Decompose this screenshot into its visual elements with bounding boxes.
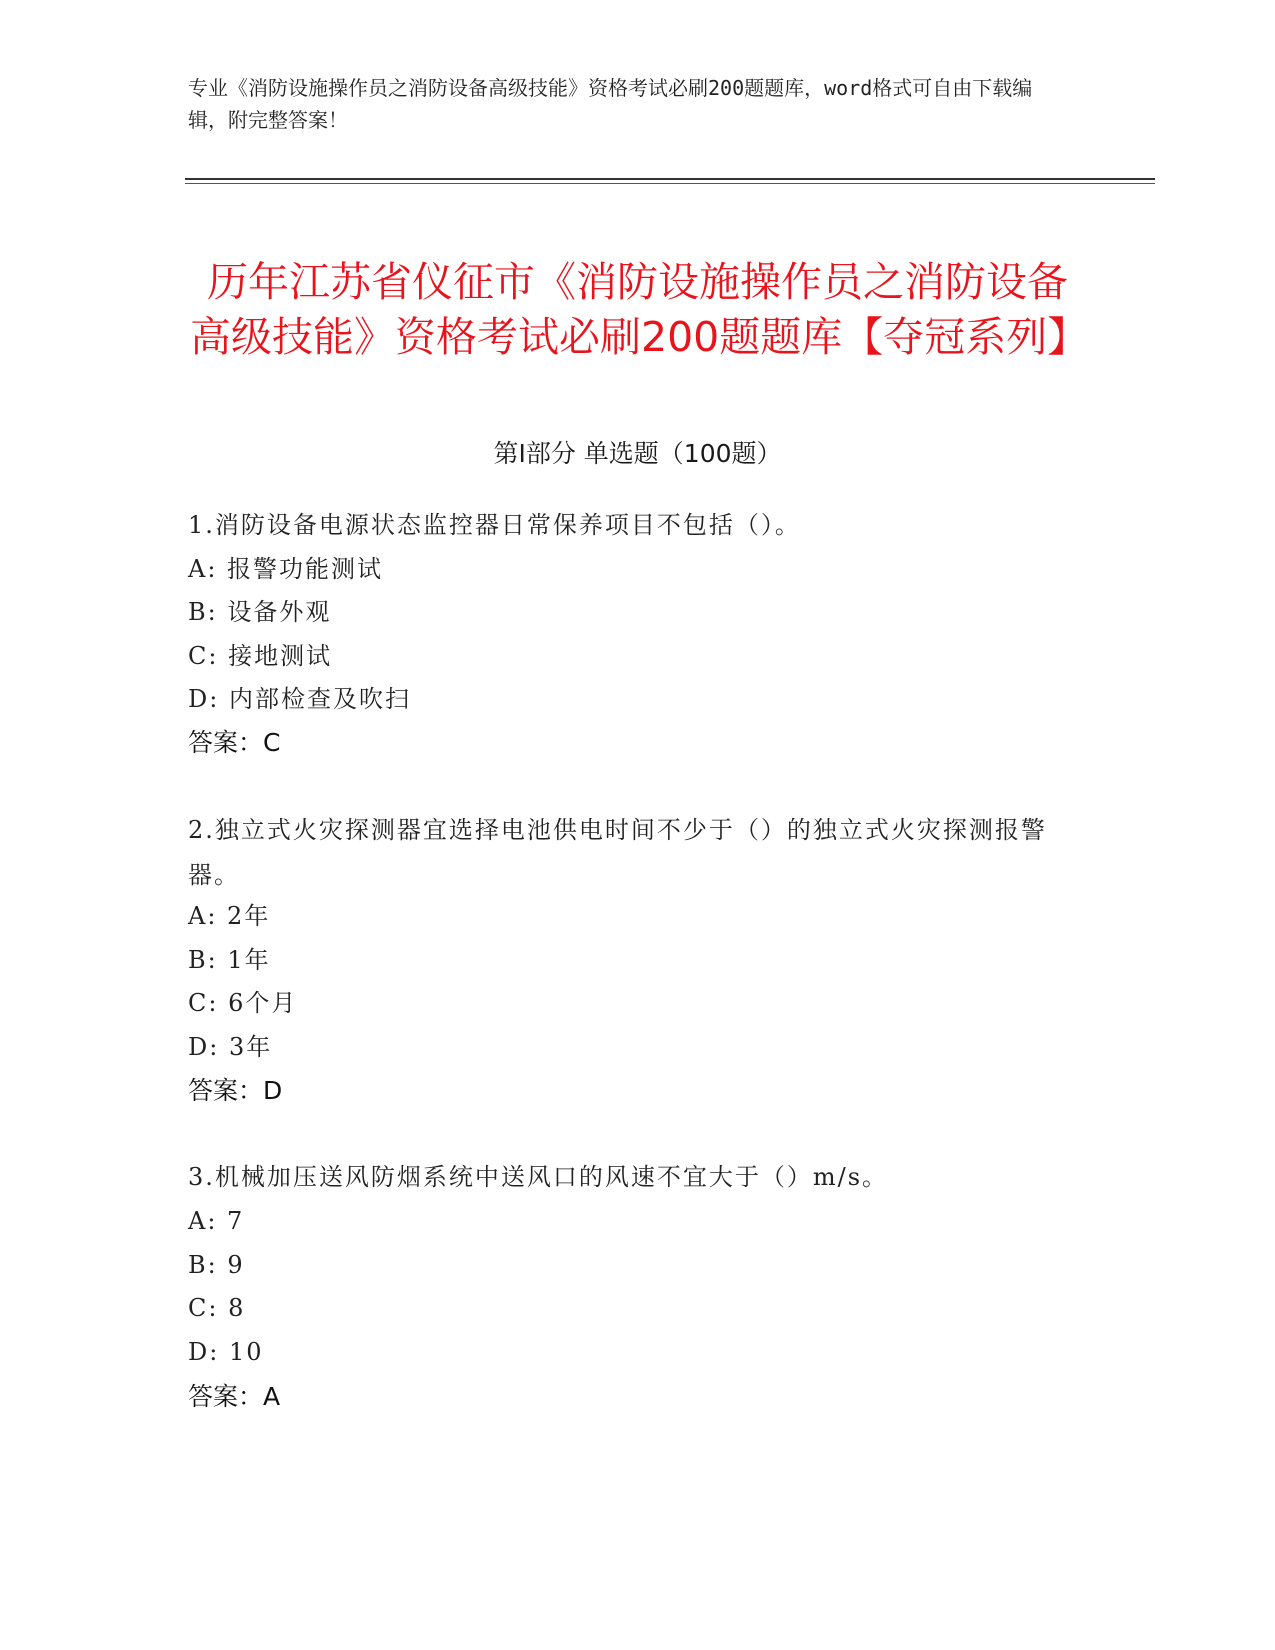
question-1-option-b: B: 设备外观	[188, 598, 332, 626]
question-2-option-a: A: 2年	[188, 902, 271, 930]
question-3-option-d: D: 10	[188, 1338, 264, 1366]
question-2-answer: 答案：D	[188, 1076, 283, 1105]
question-1-answer: 答案：C	[188, 728, 281, 757]
question-2-text: 2.独立式火灾探测器宜选择电池供电时间不少于（）的独立式火灾探测报警器。	[188, 816, 1047, 889]
question-2-option-b: B: 1年	[188, 946, 271, 974]
question-2-option-d: D: 3年	[188, 1033, 273, 1061]
question-3-option-b: B: 9	[188, 1251, 245, 1279]
question-1-option-a: A: 报警功能测试	[188, 555, 384, 583]
question-2-option-c: C: 6个月	[188, 989, 298, 1017]
section-title: 第Ⅰ部分 单选题（100题）	[493, 439, 782, 468]
header-note: 专业《消防设施操作员之消防设备高级技能》资格考试必刷200题题库，word格式可自由下载编辑，附完整答案！	[188, 76, 1033, 132]
header-divider	[185, 178, 1155, 184]
question-3-text: 3.机械加压送风防烟系统中送风口的风速不宜大于（）m/s。	[188, 1163, 889, 1191]
question-1-text: 1.消防设备电源状态监控器日常保养项目不包括（）。	[188, 511, 801, 539]
question-1-option-d: D: 内部检查及吹扫	[188, 685, 411, 713]
question-3-option-c: C: 8	[188, 1294, 246, 1322]
question-3-option-a: A: 7	[188, 1207, 245, 1235]
divider-thin-line	[185, 183, 1155, 184]
document-title: 历年江苏省仪征市《消防设施操作员之消防设备高级技能》资格考试必刷200题题库【夺冠系列】	[190, 258, 1089, 362]
divider-thick-line	[185, 178, 1155, 180]
question-3-answer: 答案：A	[188, 1382, 281, 1411]
question-1-option-c: C: 接地测试	[188, 642, 333, 670]
